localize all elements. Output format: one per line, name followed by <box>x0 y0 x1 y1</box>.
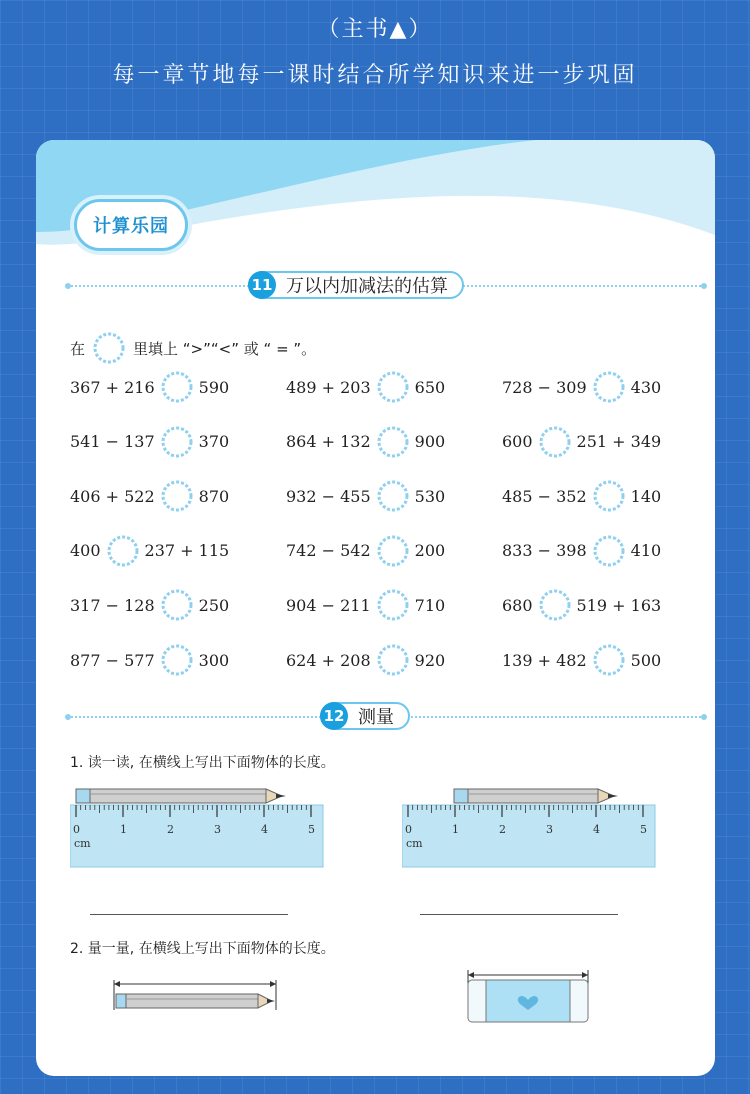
problem-left: 317 − 128 <box>70 595 155 615</box>
question-1: 1. 读一读, 在横线上写出下面物体的长度。 <box>70 755 335 771</box>
ruler-with-pencil-1 <box>70 785 330 875</box>
problem-right: 870 <box>198 486 230 506</box>
problem-row <box>502 478 661 514</box>
problem-row <box>286 587 445 623</box>
ruler-tick-label: 3 <box>546 823 553 836</box>
ruler-tick-label: 2 <box>499 823 506 836</box>
problem-left: 541 − 137 <box>70 432 155 452</box>
section-12-title: 测量 <box>358 707 394 728</box>
compare-blank-circle[interactable] <box>375 369 411 405</box>
section-11-title: 万以内加减法的估算 <box>286 276 448 297</box>
problem-left: 864 + 132 <box>286 432 371 452</box>
problem-right: 650 <box>414 377 446 397</box>
problem-row <box>502 587 661 623</box>
problem-left: 680 <box>502 595 533 615</box>
problem-row <box>70 587 229 623</box>
problem-left: 367 + 216 <box>70 377 155 397</box>
problem-left: 406 + 522 <box>70 486 155 506</box>
pencil-to-measure <box>112 980 282 1016</box>
problem-left: 904 − 211 <box>286 595 371 615</box>
problem-row <box>286 369 445 405</box>
problem-left: 624 + 208 <box>286 650 371 670</box>
compare-blank-circle[interactable] <box>375 478 411 514</box>
problem-row <box>70 369 229 405</box>
problem-row <box>286 478 445 514</box>
section-11-number: 11 <box>248 271 276 299</box>
problem-right: 590 <box>198 377 230 397</box>
problem-row <box>502 369 661 405</box>
pencil-icon <box>76 789 286 803</box>
ruler-tick-label: 3 <box>214 823 221 836</box>
answer-line-1[interactable] <box>90 914 288 915</box>
compare-blank-circle[interactable] <box>591 642 627 678</box>
ruler-tick-label: 5 <box>308 823 315 836</box>
problem-row <box>286 533 445 569</box>
problem-row <box>502 642 661 678</box>
compare-blank-circle[interactable] <box>375 587 411 623</box>
problem-right: 710 <box>414 595 446 615</box>
ruler-tick-label: 4 <box>261 823 268 836</box>
problem-right: 370 <box>198 432 230 452</box>
ruler-with-pencil-2 <box>402 785 662 875</box>
pencil-icon <box>116 994 275 1008</box>
problem-right: 410 <box>630 541 662 561</box>
svg-text:cm: cm <box>74 837 91 850</box>
section-12-number: 12 <box>320 702 348 730</box>
compare-blank-circle[interactable] <box>375 533 411 569</box>
ruler-tick-label: 4 <box>593 823 600 836</box>
ruler-tick-label: 1 <box>452 823 459 836</box>
problem-row <box>70 424 229 460</box>
section-11-header <box>68 271 704 301</box>
compare-blank-circle[interactable] <box>537 424 573 460</box>
compare-blank-circle[interactable] <box>159 369 195 405</box>
compare-blank-circle[interactable] <box>591 533 627 569</box>
problem-left: 877 − 577 <box>70 650 155 670</box>
compare-blank-circle[interactable] <box>537 587 573 623</box>
question-2: 2. 量一量, 在横线上写出下面物体的长度。 <box>70 941 335 957</box>
problem-left: 400 <box>70 541 101 561</box>
eraser-to-measure <box>464 970 592 1026</box>
problem-row <box>286 642 445 678</box>
header-title: 每一章节地每一课时结合所学知识来进一步巩固 <box>112 63 638 88</box>
problem-left: 139 + 482 <box>502 650 587 670</box>
problem-right: 519 + 163 <box>576 595 662 615</box>
problem-right: 500 <box>630 650 662 670</box>
problem-row <box>286 424 445 460</box>
problem-left: 833 − 398 <box>502 541 587 561</box>
worksheet-card <box>36 140 715 1076</box>
problem-left: 932 − 455 <box>286 486 371 506</box>
problem-left: 742 − 542 <box>286 541 371 561</box>
instruction: 在 里填上 “>”“<” 或 “ = ”。 <box>70 330 316 366</box>
ruler-tick-label: 0 <box>73 823 80 836</box>
compare-blank-circle[interactable] <box>159 424 195 460</box>
ruler-tick-label: 1 <box>120 823 127 836</box>
problem-left: 485 − 352 <box>502 486 587 506</box>
compare-blank-circle[interactable] <box>591 369 627 405</box>
ruler-tick-label: 0 <box>405 823 412 836</box>
problem-right: 251 + 349 <box>576 432 662 452</box>
eraser-icon <box>468 980 588 1022</box>
problem-left: 489 + 203 <box>286 377 371 397</box>
problem-right: 140 <box>630 486 662 506</box>
ruler-tick-label: 5 <box>640 823 647 836</box>
compare-blank-circle[interactable] <box>105 533 141 569</box>
problem-row <box>70 642 229 678</box>
pencil-icon <box>454 789 618 803</box>
problem-right: 530 <box>414 486 446 506</box>
answer-line-2[interactable] <box>420 914 618 915</box>
problem-row <box>70 533 229 569</box>
problem-right: 900 <box>414 432 446 452</box>
problem-row <box>70 478 229 514</box>
problem-right: 200 <box>414 541 446 561</box>
problem-left: 600 <box>502 432 533 452</box>
svg-text:cm: cm <box>406 837 423 850</box>
compare-blank-circle[interactable] <box>159 642 195 678</box>
compare-blank-circle[interactable] <box>375 424 411 460</box>
problem-right: 430 <box>630 377 662 397</box>
problem-left: 728 − 309 <box>502 377 587 397</box>
compare-blank-circle[interactable] <box>159 478 195 514</box>
compare-blank-circle[interactable] <box>375 642 411 678</box>
problem-row <box>502 424 661 460</box>
problem-right: 250 <box>198 595 230 615</box>
ruler-tick-label: 2 <box>167 823 174 836</box>
problem-right: 300 <box>198 650 230 670</box>
problem-right: 920 <box>414 650 446 670</box>
problem-row <box>502 533 661 569</box>
compare-blank-circle[interactable] <box>159 587 195 623</box>
section-12-header <box>68 702 704 732</box>
flower-blank-icon <box>91 330 127 366</box>
calc-park-badge: 计算乐园 <box>74 199 188 251</box>
compare-blank-circle[interactable] <box>591 478 627 514</box>
header-subtitle: （主书▲） <box>317 17 433 42</box>
problem-right: 237 + 115 <box>144 541 230 561</box>
